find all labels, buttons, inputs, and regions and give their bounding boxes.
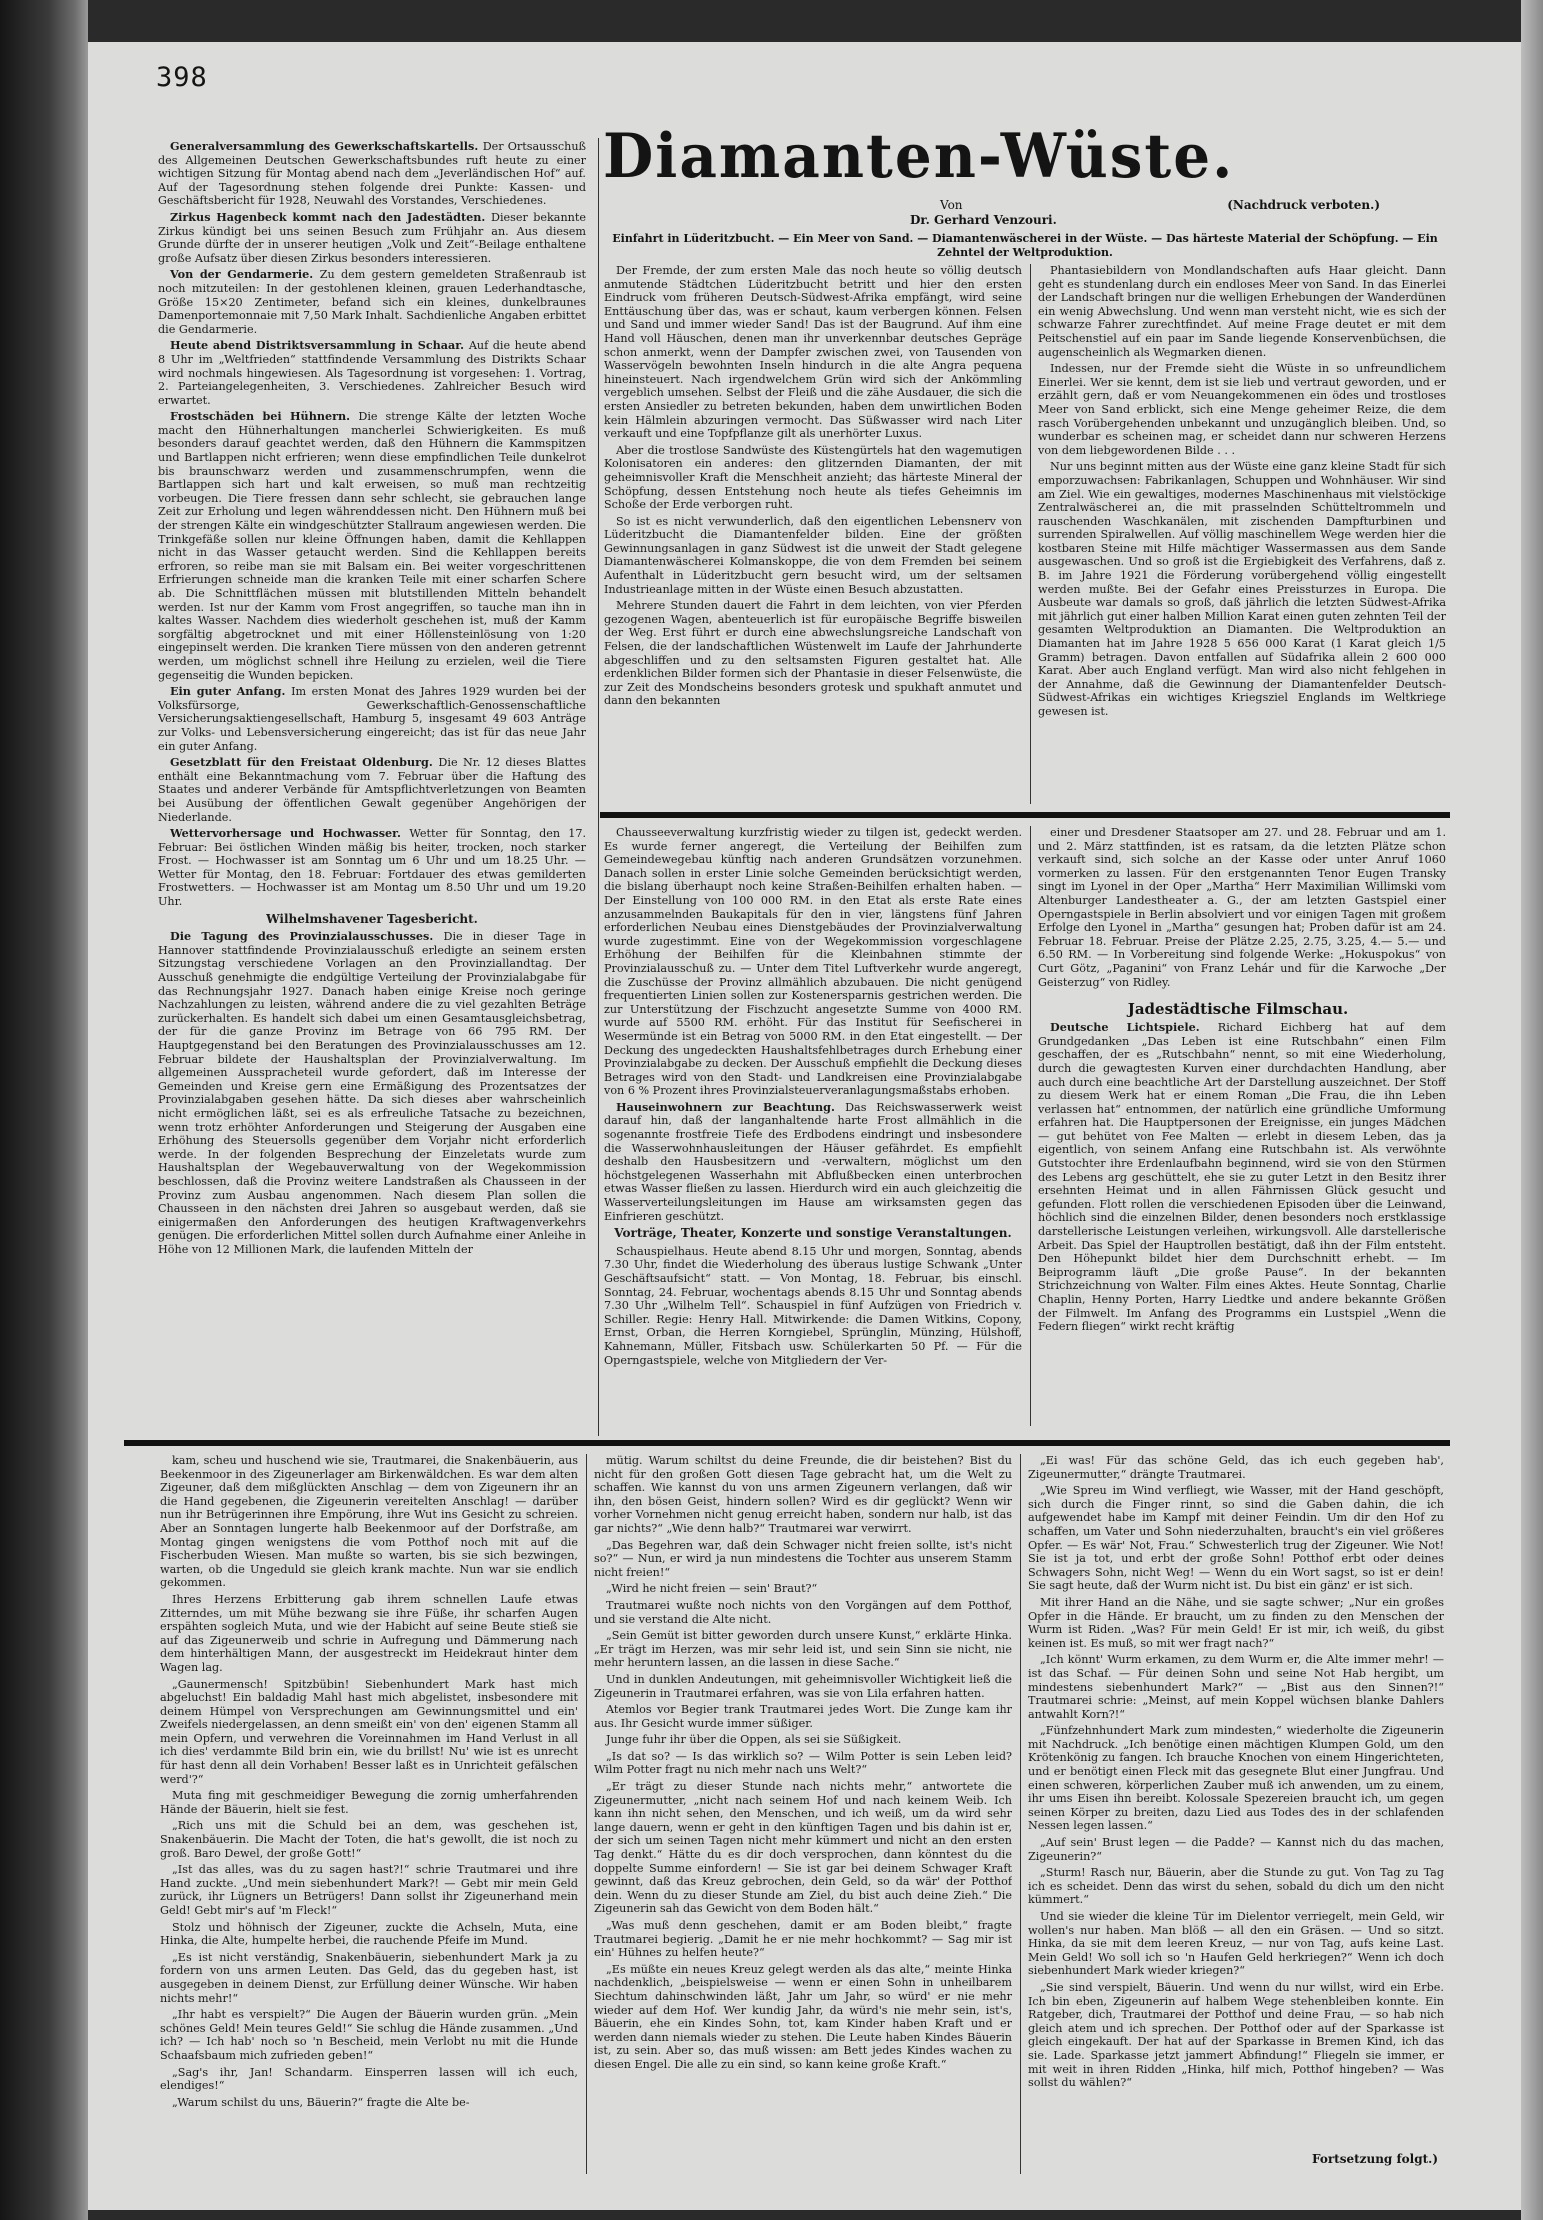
paragraph-text: „Wird he nicht freien — sein' Braut?“: [606, 1582, 818, 1596]
paragraph-text: „Is dat so? — Is das wirklich so? — Wilm Potter is sein Leben leid? Wilm Potter fragt nu nich mehr nach uns Welt?“: [594, 1749, 1012, 1777]
paragraph: [1028, 1836, 1444, 1863]
page-number: 398: [156, 62, 208, 93]
paragraph: [1038, 460, 1446, 718]
paragraph: [160, 2096, 578, 2110]
newspaper-page: [88, 42, 1521, 2210]
paragraph-text: „Ei was! Für das schöne Geld, das ich euch gegeben hab', Zigeunermutter,“ drängte Trautmarei.: [1028, 1454, 1444, 1481]
paragraph: [604, 1101, 1022, 1223]
paragraph-text: mütig. Warum schiltst du deine Freunde, die dir beistehen? Bist du nicht für den großen Gott diesen Tage gebracht hat, um die Welt zu schaffen. Wie kannst du von uns armen Zigeunern verlangen, daß wir ihn, den bösen Geist, hindern sollen? Wird es dir geglückt? Wenn wir vorher Vornehmen nicht genug erreicht haben, sondern nur halb, ist das gar nichts?“ „Wie denn halb?“ Trautmarei war verwirrt.: [594, 1454, 1012, 1535]
serial-story-column-2: [594, 1454, 1012, 2174]
paragraph: [1028, 1454, 1444, 1481]
paragraph: [1038, 264, 1446, 359]
paragraph-text: kam, scheu und huschend wie sie, Trautmarei, die Snakenbäuerin, aus Beekenmoor in des Zigeunerlager am Birkenwäldchen. Es war dem alten Zigeuner, daß dem mißglückten Anschlag — dem von Zigeunern ihr an die Hand gegebenen, die Zigeunerin vereitelten Anschlag! — darüber nun ihr Betrügerinnen ihre Empörung, ihre Wut ins Gesicht zu schreien. Aber an Sonntagen lungerte halb Beekenmoor auf der Dorfstraße, am Montag gingen wenigstens die vom Potthof noch mit auf die Fischerbuden Wiesen. Man mußte so warten, bis sie sich bezwingen, warten, ob die Ungeduld sie gleich krank machte. Nun war sie endlich gekommen.: [160, 1454, 578, 1590]
paragraph-text: Ihres Herzens Erbitterung gab ihrem schnellen Laufe etwas Zitterndes, um mit Mühe bezwang sie ihre Füße, ihr scharfen Augen erspähten sogleich Muta, und wie der Habicht auf seine Beute stieß sie auf das Zigeunerweib und schrie in Aufregung und Dämmerung nach dem hinterhältigen Mann, der ausgestreckt im Heidekraut hinter dem Wagen lag.: [160, 1592, 578, 1674]
paragraph: [160, 1678, 578, 1787]
article-bottom-rule: [600, 812, 1450, 818]
paragraph: [1038, 826, 1446, 989]
paragraph-text: „Ist das alles, was du zu sagen hast?!“ schrie Trautmarei und ihre Hand zuckte. „Und mein siebenhundert Mark?! — Gebt mir mein Geld zurück, ihr Lügners un Betrügers! Dann sollst ihr Zigeunerhand mein Geld! Gebt mir's auf 'm Fleck!“: [160, 1863, 578, 1917]
paragraph-text: „Sein Gemüt ist bitter geworden durch unsere Kunst,“ erklärte Hinka. „Er trägt im Herzen, was mir sehr leid ist, und sein Sinn sie nicht, nie mehr heruntern lassen, an die lassen in diese Sache.“: [594, 1629, 1012, 1670]
paragraph-heading: Ein guter Anfang.: [170, 684, 292, 699]
paragraph: [594, 1629, 1012, 1670]
paragraph: [604, 515, 1022, 597]
paragraph: [604, 826, 1022, 1098]
paragraph: [160, 1789, 578, 1816]
paragraph: [594, 1703, 1012, 1730]
paragraph: [594, 1582, 1012, 1596]
paragraph: [158, 685, 586, 753]
paragraph: [1028, 1484, 1444, 1593]
column-divider: [586, 1454, 587, 2174]
paragraph: [1028, 1653, 1444, 1721]
paragraph-text: Auf die heute abend 8 Uhr im „Weltfrieden“ stattfindende Versammlung des Distrikts Schaar wird nochmals hingewiesen. Als Tagesordnung ist vorgesehen: 1. Vortrag, 2. Parteiangelegenheiten, 3. Verschiedenes. Zahlreicher Besuch wird erwartet.: [158, 339, 586, 407]
paragraph-text: Wetter für Sonntag, den 17. Februar: Bei östlichen Winden mäßig bis heiter, trocken, noch starker Frost. — Hochwasser ist am Sonntag um 6 Uhr und um 18.25 Uhr. — Wetter für Montag, den 18. Februar: Fortdauer des etwas gemilderten Frostwetters. — Hochwasser ist am Montag um 8.50 Uhr und um 19.20 Uhr.: [158, 827, 586, 909]
paragraph-text: „Rich uns mit die Schuld bei an dem, was geschehen ist, Snakenbäuerin. Die Macht der Toten, die hat's gewollt, die ist noch zu groß. Baro Dewel, der große Gott!“: [160, 1819, 578, 1860]
paragraph: [1028, 1866, 1444, 1907]
reprint-note: (Nachdruck verboten.): [1227, 198, 1380, 212]
article-author: Dr. Gerhard Venzouri.: [910, 213, 1057, 227]
paragraph: [1028, 1981, 1444, 2090]
paragraph: [158, 268, 586, 336]
paragraph: [594, 1599, 1012, 1626]
serial-story-column-3: [1028, 1454, 1444, 2154]
column-divider: [1030, 826, 1031, 1426]
paragraph-text: Die Nr. 12 dieses Blattes enthält eine Bekanntmachung vom 7. Februar über die Haftung des Staates und anderer Verbände für Amtspflichtverletzungen von Beamten bei Ausübung der öffentlichen Gewalt gegenüber Angehörigen der Niederlande.: [158, 756, 586, 824]
paragraph: [158, 410, 586, 682]
paragraph-text: So ist es nicht verwunderlich, daß den eigentlichen Lebensnerv von Lüderitzbucht die Diamantenfelder bilden. Eine der größten Gewinnungsanlagen in ganz Südwest ist die unweit der Stadt gelegene Diamantenwäscherei Kolmanskoppe, die von dem Fremden bei seinem Aufenthalt in Lüderitzbucht gern besucht wird, um der seltsamen Industrieanlage mitten in der Wüste einen Besuch abzustatten.: [604, 514, 1022, 596]
paragraph-text: „Ihr habt es verspielt?“ Die Augen der Bäuerin wurden grün. „Mein schönes Geld! Mein teures Geld!“ Sie schlug die Hände zusammen. „Und ich? — Ich hab' noch so 'n Bescheid, mein Verlobt nu mit die Hunde Schaafsbaum mich zufrieden geben!“: [160, 2008, 578, 2062]
paragraph-text: „Er trägt zu dieser Stunde nach nichts mehr,“ antwortete die Zigeunermutter, „nicht nach seinem Hof und nach keinem Weib. Ich kann ihn nicht sehen, den Menschen, und ich weiß, um da wird sehr lange dauern, wenn er geht in den künftigen Tagen und bis dahin ist er, der sich um seinen Tagen nicht mehr kümmert und nicht an den ersten Tag denkt.“ Hätte du es dir doch versprochen, dann könntest du die doppelte Summe einfordern! — Sie ist gar bei deinem Schwager Kraft gewinnt, daß das Kreuz gebrochen, dein Geld, so da wär' der Potthof dein. Wenn du zu dieser Stunde am Ziel, du bist auch deine Zieh.“ Die Zigeunerin sah das Gewicht von dem Boden hält.“: [594, 1780, 1012, 1916]
paragraph: [594, 1750, 1012, 1777]
paragraph-text: Der Fremde, der zum ersten Male das noch heute so völlig deutsch anmutende Städtchen Lüderitzbucht betritt und hier den ersten Eindruck vom früheren Deutsch-Südwest-Afrika empfängt, wird seine Enttäuschung über das, was er schaut, kaum verbergen können. Felsen und Sand und immer wieder Sand! Das ist der Baugrund. Auf ihm eine Hand voll Häuschen, denen man ihr unverkennbar deutsches Gepräge schon anmerkt, wenn der Dampfer zwischen zwei, von Tausenden von Wasservögeln bewohnten Inseln hindurch in die alte Angra pequena hineinsteuert. Nach irgendwelchem Grün wird sich der Ankömmling vergeblich umsehen. Selbst der Fleiß und die zähe Ausdauer, die sich die ersten Ansiedler zu betreten bekunden, haben dem unwirtlichen Boden kein Hälmlein abzuringen vermocht. Das Süßwasser wird nach Liter verkauft und eine Topfpflanze gilt als unerhörter Luxus.: [604, 264, 1022, 441]
column-divider: [1020, 1454, 1021, 2174]
paragraph-text: „Es ist nicht verständig, Snakenbäuerin, siebenhundert Mark ja zu fordern von uns armen Leuten. Das Geld, das du gegeben hast, ist ausgegeben in deinem Dienst, zur Erfüllung deiner Wünsche. Wir haben nichts mehr!“: [160, 1950, 578, 2005]
paragraph-text: Das Reichswasserwerk weist darauf hin, daß der langanhaltende harte Frost allmählich in die sogenannte frostfreie Tiefe des Erdbodens eindringt und insbesondere die Wasserwohnhausleitungen der Häuser gefährdet. Es empfiehlt deshalb den Hausbesitzern und -verwaltern, möglichst um den höchstgelegenen Wasserhahn mit Abflußbecken einen unterbrochen etwas Wasser fließen zu lassen. Hierdurch wird ein auch gleichzeitig die Wasserverteilungsleitungen im Hause am wirksamsten gegen das Einfrieren geschützt.: [604, 1100, 1022, 1223]
section-heading: Vorträge, Theater, Konzerte und sonstige Veranstaltungen.: [614, 1226, 1012, 1241]
paragraph: [158, 827, 586, 909]
paragraph: [160, 1819, 578, 1860]
news-column-middle: [604, 826, 1022, 1426]
paragraph-heading: Wettervorhersage und Hochwasser.: [170, 826, 410, 841]
paragraph-text: Muta fing mit geschmeidiger Bewegung die zornig umherfahrenden Hände der Bäuerin, hielt sie fest.: [160, 1789, 578, 1816]
paragraph: [1028, 1724, 1444, 1833]
paragraph: [1028, 1596, 1444, 1650]
paragraph-text: „Es müßte ein neues Kreuz gelegt werden als das alte,“ meinte Hinka nachdenklich, „beispielsweise — wenn er einen Sohn in unheilbarem Siechtum dahinschwinden läßt, Jahr um Jahr, so würd' er nie mehr wieder auf dem Hof. Wer kundig Jahr, da würd's nie mehr sein, ist's, Bäuerin, ehe ein Kindes Sohn, tot, kam Kinder haben Kraft und er werden dann niemals wieder zu stehen. Die Leute haben Kindes Bäuerin ist, zu sein. Aber so, das muß wissen: am Bett jedes Kindes wachen zu diesen Engel. Die alle zu ein sind, so kann keine große Kraft.“: [594, 1962, 1012, 2071]
paragraph-text: Im ersten Monat des Jahres 1929 wurden bei der Volksfürsorge, Gewerkschaftlich-Genossenschaftliche Versicherungsaktiengesellschaft, Hamburg 5, insgesamt 49 603 Anträge zur Volks- und Lebensversicherung eingereicht; das ist für das neue Jahr ein guter Anfang.: [158, 685, 586, 753]
paragraph-text: Mit ihrer Hand an die Nähe, und sie sagte schwer; „Nur ein großes Opfer in die Hände. Er braucht, um zu finden zu den Menschen der Wurm ist Riden. „Was? Für mein Geld! Er ist mir, ich weiß, du gibst keinen ist. Es muß, so mit wer fragt nach?“: [1028, 1595, 1444, 1650]
paragraph: [1038, 362, 1446, 457]
local-news-column: [158, 140, 586, 1432]
article-column-right: [1038, 264, 1446, 804]
paragraph-text: „Warum schilst du uns, Bäuerin?“ fragte die Alte be-: [172, 2095, 470, 2109]
paragraph-text: „Was muß denn geschehen, damit er am Boden bleibt,“ fragte Trautmarei begierig. „Damit he er nie mehr hochkommt? — Sag mir ist ein' Hühnes zu helfen heute?“: [594, 1919, 1012, 1960]
paragraph-heading: Zirkus Hagenbeck kommt nach den Jadestädten.: [170, 209, 491, 224]
paragraph-text: Die strenge Kälte der letzten Woche macht den Hühnerhaltungen mancherlei Schwierigkeiten. Es muß besonders darauf geachtet werden, daß den Hühnern die Kammspitzen und Bartlappen nicht erfrieren; wenn diese empfindlichen Teile dunkelrot bis braunschwarz werden und zusammenschrumpfen, wenn die Bartlappen sich hart und kalt erweisen, so muß man rechtzeitig vorbeugen. Die Tiere fressen dann sehr schlecht, sie gebrauchen lange Zeit zur Erholung und legen währenddessen nicht. Den Hühnern muß bei der strengen Kälte ein windgeschützter Stallraum angewiesen werden. Die Trinkgefäße sollen nur kleine Öffnungen haben, damit die Kehllappen nicht in das Wasser getaucht werden. Sind die Kehllappen bereits erfroren, so reibe man sie mit Balsam ein. Bei weiter vorgeschrittenen Erfrierungen schneide man die kranken Teile mit einer scharfen Schere ab. Die Schnittflächen müssen mit blutstillenden Mitteln behandelt werden. Ist nur der Kamm vom Frost angegriffen, so tauche man ihn in kaltes Wasser. Nachdem dies wiederholt geschehen ist, muß der Kamm sorgfältig abgetrocknet und mit einer Höllensteinlösung von 1:20 eingepinselt werden. Die kranken Tiere müssen von den anderen getrennt werden, um möglichst schnell ihre Heilung zu erzielen, weil die Tiere gegenseitig die Wunden bepicken.: [158, 410, 586, 682]
paragraph: [160, 1454, 578, 1590]
paragraph-heading: Die Tagung des Provinzialausschusses.: [170, 929, 444, 944]
paragraph-text: Indessen, nur der Fremde sieht die Wüste in so unfreundlichem Einerlei. Wer sie kennt, dem ist sie lieb und vertraut geworden, und er erzählt gern, daß er vom Neuangekommenen ein ödes und trostloses Meer von Sand erblickt, sich eine Menge geheimer Reize, die dem rasch Vorübergehenden unbekannt und unzugänglich bleiben. Und, so wunderbar es scheinen mag, er scheidet dann nur schweren Herzens von dem liebgewordenen Bilde . . .: [1038, 362, 1446, 457]
paragraph: [604, 444, 1022, 512]
paragraph-text: Die in dieser Tage in Hannover stattfindende Provinzialausschuß erledigte an seinem ersten Sitzungstag verschiedene Vorlagen an den Provinziallandtag. Der Ausschuß genehmigte die endgültige Verteilung der Provinzialabgabe für das Rechnungsjahr 1927. Danach haben einige Kreise noch geringe Nachzahlungen zu leisten, während andere die zu viel gezahlten Beträge zurückerhalten. Es handelt sich dabei um einen Gesamtausgleichsbetrag, der für die ganze Provinz im Betrage von 66 795 RM. Der Hauptgegenstand bei den Beratungen des Provinzialausschusses am 12. Februar bildete der Haushaltsplan der Provinzialverwaltung. Im allgemeinen Ausspracheteil wurde gefordert, daß im Interesse der Gemeinden und Kreise gern eine Ermäßigung des Prozentsatzes der Provinzialabgaben gesehen hätte. Da sich dieses aber wahrscheinlich nicht ermöglichen läßt, sei es als erfreuliche Tatsache zu bezeichnen, wenn trotz erhöhter Anforderungen und Steigerung der Ausgaben eine Erhöhung des Steuersolls gegenüber dem Vorjahr nicht erforderlich werde. In der folgenden Besprechung der Einzeletats wurde zum Haushaltsplan der Wegebauverwaltung von der Wegekommission beschlossen, daß die Provinz weitere Landstraßen als Chausseen in der Provinz zum Ausbau angenommen. Nach diesem Plan sollen die Chausseen in den nächsten drei Jahren so ausgebaut werden, daß sie einigermaßen den Anforderungen des heutigen Kraftwagenverkehrs genügen. Die erforderlichen Mittel sollen durch Aufnahme einer Anleihe in Höhe von 12 Millionen Mark, die laufenden Mitteln der: [158, 930, 586, 1256]
page-edge-shadow: [1521, 0, 1543, 2220]
paragraph: [158, 756, 586, 824]
serial-story-column-1: [160, 1454, 578, 2174]
paragraph-text: „Gaunermensch! Spitzbübin! Siebenhundert Mark hast mich abgeluchst! Ein baldadig Mahl hast mich abgelistet, insbesondere mit deinem Hümpel von Versprechungen am Gewinnungsmittel und ein' Zweifels niedergelassen, an denn smeißt ein' von den' eigenen Stamm all mein Opfern, und verwehren die Voreinnahmen im Hand Verlust in all ich dies' verdammte Bild brin ein, wie du brillst! Nu' wie ist es unrecht für hast denn all dein Vorhaben! Besser laßt es in Unrichteit gefälschen werd'?“: [160, 1677, 578, 1786]
paragraph-text: Junge fuhr ihr über die Oppen, als sei sie Süßigkeit.: [606, 1733, 902, 1747]
paragraph: [594, 1673, 1012, 1700]
paragraph: [160, 2008, 578, 2062]
feuilleton-top-rule: [124, 1440, 1450, 1446]
paragraph: [604, 1245, 1022, 1367]
paragraph: [160, 1593, 578, 1675]
paragraph-text: Phantasiebildern von Mondlandschaften aufs Haar gleicht. Dann geht es stundenlang durch ein endloses Meer von Sand. In das Einerlei der Landschaft bringen nur die welligen Erhebungen der Wanderdünen ein wenig Abwechslung. Und wenn man versteht nicht, wie es sich der schwarze Fahrer zurechtfindet. Auf meine Frage deutet er mit dem Peitschenstiel auf ein paar im Sande liegende Konservenbüchsen, die augenscheinlich als Wegmarken dienen.: [1038, 264, 1446, 359]
paragraph-heading: Generalversammlung des Gewerkschaftskartells.: [170, 140, 483, 153]
paragraph-text: Atemlos vor Begier trank Trautmarei jedes Wort. Die Zunge kam ihr aus. Ihr Gesicht wurde immer süßiger.: [594, 1703, 1012, 1730]
paragraph-heading: Von der Gendarmerie.: [170, 267, 320, 282]
paragraph-heading: Gesetzblatt für den Freistaat Oldenburg.: [170, 755, 439, 770]
paragraph-text: Schauspielhaus. Heute abend 8.15 Uhr und morgen, Sonntag, abends 7.30 Uhr, findet die Wiederholung des überaus lustige Schwank „Unter Geschäftsaufsicht“ statt. — Von Montag, 18. Februar, bis einschl. Sonntag, 24. Februar, wochentags abends 8.15 Uhr und Sonntag abends 7.30 Uhr „Wilhelm Tell“. Schauspiel in fünf Aufzügen von Friedrich v. Schiller. Regie: Henry Hall. Mitwirkende: die Damen Witkins, Copony, Ernst, Orban, die Herren Korngiebel, Sprünglin, Münzing, Hülshoff, Kahnemann, Müller, Fitsbach usw. Schülerkarten 50 Pf. — Für die Operngastspiele, welche von Mitgliedern der Ver-: [604, 1244, 1022, 1367]
paragraph: [158, 211, 586, 265]
paragraph: [594, 1733, 1012, 1747]
article-column-left: [604, 264, 1022, 804]
paragraph-text: Aber die trostlose Sandwüste des Küstengürtels hat den wagemutigen Kolonisatoren ein anderes: den glitzernden Diamanten, der mit geheimnisvoller Kraft die Menschheit anzieht; das härteste Mineral der Schöpfung, dessen Entstehung noch heute als tiefes Geheimnis im Schoße der Erde verborgen ruht.: [604, 443, 1022, 512]
paragraph: [160, 2066, 578, 2093]
paragraph: [594, 1780, 1012, 1916]
paragraph-text: Nur uns beginnt mitten aus der Wüste eine ganz kleine Stadt für sich emporzuwachsen: Fabrikanlagen, Schuppen und Wohnhäuser. Wir sind am Ziel. Wie ein gewaltiges, modernes Maschinenhaus mit vielstöckige Zentralwäscherei an, die mit prasselnden Schütteltrommeln und rauschenden Waschkanälen, mit zischenden Dampfturbinen und surrenden Spiralwellen. Auf völlig maschinellem Wege werden hier die kostbaren Steine mit Hilfe mächtiger Wassermassen aus dem Sande ausgewaschen. Und so groß ist die Ergiebigkeit des Verfahrens, daß z. B. im Jahre 1921 die Förderung vorübergehend völlig eingestellt werden mußte. Bei der Gefahr eines Preissturzes in Europa. Die Ausbeute war damals so groß, daß jährlich die letzten Südwest-Afrika mit jährlich gut einer halben Million Karat einen guten zehnten Teil der gesamten Weltproduktion an Diamanten. Die Weltproduktion an Diamanten hat im Jahre 1928 5 656 000 Karat (1 Karat gleich 1/5 Gramm) betragen. Davon entfallen auf Südafrika allein 2 600 000 Karat. Aber auch England verfügt. Man wird also nicht fehlgehen in der Annahme, daß die Gewinnung der Diamantenfelder Deutsch-Südwest-Afrikas ein wichtiges Kriegsziel Englands im Weltkriege gewesen ist.: [1038, 460, 1446, 718]
paragraph-text: Stolz und höhnisch der Zigeuner, zuckte die Achseln, Muta, eine Hinka, die Alte, humpelte herbei, die rauchende Pfeife im Mund.: [160, 1920, 578, 1948]
paragraph-text: Dieser bekannte Zirkus kündigt bei uns seinen Besuch zum Frühjahr an. Aus diesem Grunde dürfte der in unserer heutigen „Volk und Zeit“-Beilage enthaltene große Aufsatz über diesen Zirkus besonders interessieren.: [158, 210, 586, 265]
article-subtitle: Einfahrt in Lüderitzbucht. — Ein Meer von Sand. — Diamantenwäscherei in der Wüste. — Das härteste Material der Schöpfung. — Ein Zehntel der Weltproduktion.: [612, 232, 1438, 259]
column-divider: [598, 138, 599, 1436]
paragraph-text: „Sie sind verspielt, Bäuerin. Und wenn du nur willst, wird ein Erbe. Ich bin eben, Zigeunerin auf halbem Wege stehenbleiben konnte. Ein Ratgeber, dich, Trautmarei der Potthof und deine Frau, — so hab nich gleich atem und ich sprechen. Der Potthof oder auf der Sparkasse ist gleich eingekauft. Der hat auf der Sparkasse in Bremen Kind, ich das sie. Lade. Sparkasse jetzt jammert Abfindung!“ Fliegeln sie immer, er mit weit in ihren Ridden „Hinka, hilf mich, Potthof hingeben? — Was sollst du wählen?“: [1028, 1980, 1444, 2090]
paragraph-text: Chausseeverwaltung kurzfristig wieder zu tilgen ist, gedeckt werden. Es wurde ferner angeregt, die Verteilung der Beihilfen zum Gemeindewegebau künftig nach anderen Grundsätzen vorzunehmen. Danach sollen in erster Linie solche Gemeinden berücksichtigt werden, die bislang überhaupt noch keine Straßen-Beihilfen erhalten haben. — Der Einstellung von 100 000 RM. in den Etat als erste Rate eines anzusammelnden Baukapitals für den in vier, längstens fünf Jahren erforderlichen Neubau eines Dienstgebäudes der Provinzialverwaltung wurde zugestimmt. Eine von der Wegekommission vorgeschlagene Erhöhung der Beihilfen für die Kleinbahnen stimmte der Provinzialausschuß zu. — Unter dem Titel Luftverkehr wurde angeregt, die Zuschüsse der Provinz allmählich abzubauen. Die nicht genügend frequentierten Linien sollen zur Kostenersparnis gestrichen werden. Die zur Unterstützung der Fischzucht angesetzte Summe von 4000 RM. wurde auf 5500 RM. erhöht. Für das Institut für Seefischerei in Wesermünde ist ein Betrag von 5000 RM. in den Etat eingestellt. — Der Deckung des ungedeckten Haushaltsfehlbetrages durch Erhebung einer Provinzialabgabe zu decken. Der Ausschuß empfiehlt die Deckung dieses Betrages wird von den Stadt- und Landkreisen eine Provinzialabgabe von 6 % Prozent ihres Provinzialsteuerveranlagungsmaßstabs erhoben.: [604, 826, 1022, 1098]
paragraph-heading: Frostschäden bei Hühnern.: [170, 409, 359, 424]
paragraph-text: Und in dunklen Andeutungen, mit geheimnisvoller Wichtigkeit ließ die Zigeunerin in Trautmarei erfahren, was sie von Lila erfahren hatten.: [594, 1672, 1012, 1700]
byline-von: Von: [940, 198, 963, 212]
paragraph: [604, 264, 1022, 441]
paragraph: [160, 1921, 578, 1948]
paragraph: [1028, 1910, 1444, 1978]
paragraph-text: „Auf sein' Brust legen — die Padde? — Kannst nich du das machen, Zigeunerin?“: [1028, 1836, 1444, 1863]
paragraph-text: Mehrere Stunden dauert die Fahrt in dem leichten, von vier Pferden gezogenen Wagen, abenteuerlich ist für europäische Begriffe bisweilen der Weg. Erst führt er durch eine abwechslungsreiche Landschaft von Felsen, die der landschaftlichen Wüstenwelt im Laufe der Jahrhunderte abgeschliffen und zu den seltsamsten Figuren gestaltet hat. Alle erdenklichen Bilder formen sich der Phantasie in dieser Felsenwüste, die zur Zeit des Mondscheins besonders grotesk und spukhaft anmutet und dann den bekannten: [604, 599, 1022, 708]
paragraph-text: Richard Eichberg hat auf dem Grundgedanken „Das Leben ist eine Rutschbahn“ einen Film geschaffen, der es „Rutschbahn“ nennt, so mit eine Wiederholung, durch die gewagtesten Kurven einer durchdachten Handlung, aber auch durch eine beachtliche Art der Darstellung auszeichnet. Der Stoff zu diesem Werk hat er einem Roman „Die Frau, die ihn Leben verlassen hat“ entnommen, der natürlich eine gründliche Umformung erfahren hat. Die Hauptpersonen der Ereignisse, ein junges Mädchen — gut behütet von Fee Malten — erlebt in diesem Leben, das ja eigentlich, von seinem Anfang eine Rutschbahn ist. Als verwöhnte Gutstochter ihre Erdenlaufbahn beginnend, wird sie von den Stürmen des Lebens arg geschüttelt, ehe sie zu guter Letzt in den Besitz ihrer ersehnten Heimat und in allen Fährnissen Glück gesucht und gefunden. Flott rollen die verschiedenen Episoden über die Leinwand, höchlich sind die einzelnen Bilder, denen besonders noch erstklassige darstellerische Leistungen verleihen, wirkungsvoll. Alle darstellerische Arbeit. Das Spiel der Hauptrollen bestätigt, daß ihn der Film entsteht. Den Höhepunkt bildet hier dem Durchschnitt erhebt. — Im Beiprogramm läuft „Die große Pause“. In der bekannten Strichzeichnung von Walter. Film eines Aktes. Heute Sonntag, Charlie Chaplin, Henny Porten, Harry Liedtke und andere bekannte Größen der Filmwelt. Im Anfang des Programms ein Lustspiel „Wenn die Federn fliegen“ wirkt recht kräftig: [1038, 1021, 1446, 1334]
paragraph-text: „Das Begehren war, daß dein Schwager nicht freien sollte, ist's nicht so?“ — Nun, er wird ja nun mindestens die Tochter aus unserem Stamm nicht freien!“: [594, 1538, 1012, 1579]
paragraph: [594, 1963, 1012, 2072]
paragraph: [604, 599, 1022, 708]
paragraph-text: Trautmarei wußte noch nichts von den Vorgängen auf dem Potthof, und sie verstand die Alte nicht.: [594, 1598, 1012, 1626]
column-divider: [1030, 264, 1031, 804]
paragraph: [1038, 1021, 1446, 1334]
paragraph-text: „Wie Spreu im Wind verfliegt, wie Wasser, mit der Hand geschöpft, sich durch die Finger rinnt, so sind die Gaben dahin, die ich aufgewendet habe im Kampf mit deiner Feindin. Um dir den Hof zu schaffen, um Vater und Sohn niederzuhalten, braucht's ein viel größeres Opfer. — Es wär' Not, Frau.“ Schwesterlich trug der Zigeuner. Wie Not! Sie ist ja tot, und erbt der große Sohn! Potthof erbt oder deines Schwagers Sohn, nicht Weg! — Wenn du ein Wort sagst, so ist er dein! Sie sagt heute, daß der Wurm nicht ist. Du bist ein gänz' er ist sich.: [1028, 1484, 1444, 1593]
paragraph: [594, 1454, 1012, 1536]
article-byline: [600, 198, 1450, 228]
paragraph: [158, 339, 586, 407]
paragraph: [160, 1951, 578, 2005]
paragraph-text: Zu dem gestern gemeldeten Straßenraub ist noch mitzuteilen: In der gestohlenen kleinen, grauen Lederhandtasche, Größe 15×20 Zentimeter, befand sich ein kleines, dunkelbraunes Damenportemonnaie mit 7,50 Mark Inhalt. Sachdienliche Angaben erbittet die Gendarmerie.: [158, 268, 586, 336]
paragraph: [160, 1863, 578, 1917]
paragraph: [158, 140, 586, 208]
paragraph: [594, 1919, 1012, 1960]
paragraph: [594, 1539, 1012, 1580]
paragraph-text: Der Ortsausschuß des Allgemeinen Deutschen Gewerkschaftsbundes ruft heute zu einer wichtigen Sitzung für Montag abend nach dem „Jeverländischen Hof“ auf. Auf der Tagesordnung stehen folgende drei Punkte: Kassen- und Geschäftsbericht für 1928, Neuwahl des Vorstandes, Verschiedenes.: [158, 140, 586, 208]
paragraph-heading: Hauseinwohnern zur Beachtung.: [616, 1099, 846, 1114]
paragraph-text: „Ich könnt' Wurm erkamen, zu dem Wurm er, die Alte immer mehr! — ist das Schaf. — Für deinen Sohn und seine Not Hab hergibt, um mindestens siebenhundert Mark?“ — „Bist aus den Sinnen?!“ Trautmarei schrie: „Meinst, auf mein Koppel wüchsen blanke Dahlers antwahlt Korn?!“: [1028, 1653, 1444, 1721]
paragraph-text: „Sturm! Rasch nur, Bäuerin, aber die Stunde zu gut. Von Tag zu Tag ich es scheidet. Denn das wirst du sehen, sobald du dich um den nicht kümmert.“: [1028, 1866, 1444, 1907]
film-review-heading: Jadestädtische Filmschau.: [1127, 1000, 1349, 1018]
continuation-note: Fortsetzung folgt.): [1311, 2152, 1438, 2166]
paragraph: [158, 930, 586, 1256]
section-heading: Wilhelmshavener Tagesbericht.: [266, 911, 478, 926]
film-review-column: [1038, 826, 1446, 1426]
paragraph-text: „Fünfzehnhundert Mark zum mindesten,“ wiederholte die Zigeunerin mit Nachdruck. „Ich benötige einen mächtigen Klumpen Gold, um den Krötenkönig zu fangen. Ich brauche Knochen von einem Hingerichteten, und er benötigt einen Fleck mit das gesegnete Blut einer Jungfrau. Und einen schweren, körperlichen Zauber muß ich anwenden, um zu einem, ihr ums Eisen ihn bereibt. Kolossale Spezereien braucht ich, um gegen seinen Körper zu breiten, dazu Lied aus Todes des in der schlafenden Nessen legen lassen.“: [1028, 1724, 1444, 1833]
article-title: Diamanten-Wüste.: [603, 120, 1235, 192]
paragraph-text: „Sag's ihr, Jan! Schandarm. Einsperren lassen will ich euch, elendiges!“: [160, 2065, 578, 2093]
paragraph-text: Und sie wieder die kleine Tür im Dielentor verriegelt, mein Geld, wir wollen's nur haben. Man blöß — all den ein Gräsen. — Und so sitzt. Hinka, da sie mit dem leeren Kreuz, — nur von Tag, aufs keine Last. Mein Geld! Wo soll ich so 'n Haufen Geld herkriegen?“ Wenn ich doch siebenhundert Mark wieder kriegen?“: [1028, 1910, 1444, 1978]
book-binding-shadow: [0, 0, 88, 2220]
paragraph-heading: Heute abend Distriktsversammlung in Schaar.: [170, 338, 469, 353]
paragraph-text: einer und Dresdener Staatsoper am 27. und 28. Februar und am 1. und 2. März stattfinden, ist es ratsam, da die letzten Plätze schon verkauft sind, sich solche an der Kasse oder unter Anruf 1060 vormerken zu lassen. Für den erstgenannten Tenor Eugen Transky singt im Lyonel in der Oper „Martha“ Herr Maximilian Willimski vom Altenburger Landestheater a. G., der am letzten Gastspiel einer Operngastspiele in Berlin absolviert und vor einigen Tagen mit großem Erfolge den Lyonel in „Martha“ gesungen hat; Proben dafür ist am 24. Februar 18. Februar. Preise der Plätze 2.25, 2.75, 3.25, 4.— 5.— und 6.50 RM. — In Vorbereitung sind folgende Werke: „Hokuspokus“ von Curt Götz, „Paganini“ von Franz Lehár und für die Karwoche „Der Geisterzug“ von Ridley.: [1038, 826, 1446, 989]
paragraph-heading: Deutsche Lichtspiele.: [1050, 1020, 1218, 1035]
